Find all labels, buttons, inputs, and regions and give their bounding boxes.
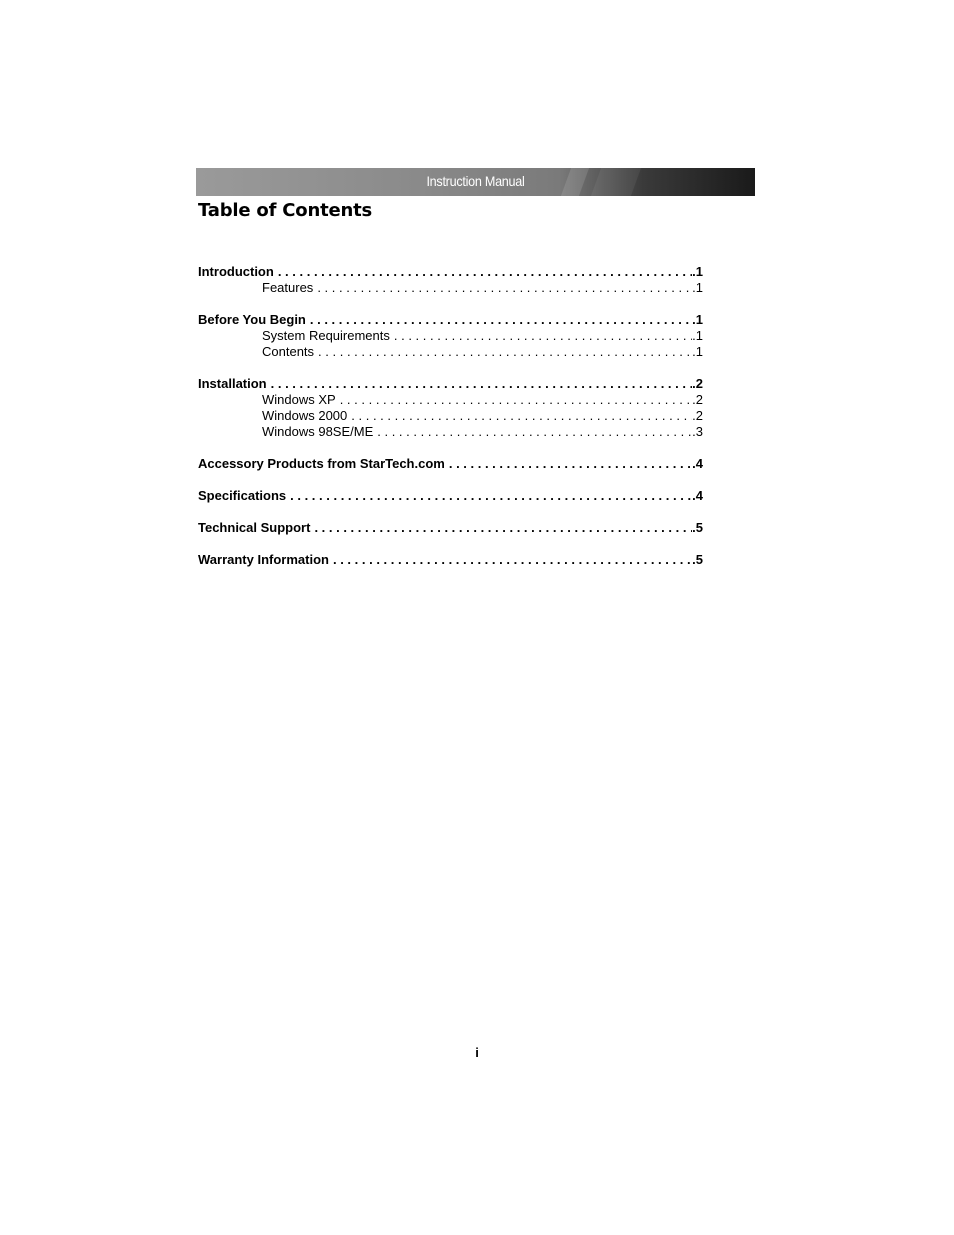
toc-subentry-label: Features [262, 280, 314, 295]
toc-subentry-page: .3 [692, 424, 703, 439]
toc-subentry-page: .2 [692, 392, 703, 407]
toc-subentry-label: Windows 98SE/ME [262, 424, 374, 439]
toc-entry-page: .4 [692, 488, 703, 503]
table-of-contents [198, 264, 703, 584]
toc-subentry[interactable] [198, 280, 703, 296]
toc-entry-page: .5 [692, 552, 703, 567]
toc-leader-dots [314, 344, 692, 360]
toc-entry[interactable] [198, 312, 703, 328]
toc-subentry[interactable] [198, 392, 703, 408]
toc-leader-dots [306, 312, 692, 328]
toc-leader-dots [313, 280, 692, 296]
toc-subentry-label: System Requirements [262, 328, 390, 343]
toc-entry-page: .2 [692, 376, 703, 391]
toc-entry-label: Before You Begin [198, 312, 306, 327]
toc-subentry[interactable] [198, 424, 703, 440]
toc-entry[interactable] [198, 376, 703, 392]
toc-section-installation [198, 376, 703, 440]
toc-entry-label: Warranty Information [198, 552, 329, 567]
toc-entry-page: .1 [692, 264, 703, 279]
toc-subentry-page: .1 [692, 280, 703, 295]
toc-subentry-label: Windows 2000 [262, 408, 348, 423]
toc-section-before-you-begin [198, 312, 703, 360]
toc-leader-dots [390, 328, 692, 344]
toc-leader-dots [336, 392, 692, 408]
toc-subentry[interactable] [198, 344, 703, 360]
toc-entry-label: Accessory Products from StarTech.com [198, 456, 445, 471]
toc-entry[interactable] [198, 520, 703, 536]
toc-entry-label: Technical Support [198, 520, 311, 535]
toc-entry-page: .5 [692, 520, 703, 535]
toc-leader-dots [274, 264, 692, 280]
toc-leader-dots [267, 376, 693, 392]
toc-section-technical-support [198, 520, 703, 536]
toc-entry-label: Specifications [198, 488, 287, 503]
toc-subentry[interactable] [198, 328, 703, 344]
toc-entry[interactable] [198, 552, 703, 568]
toc-leader-dots [373, 424, 692, 440]
toc-entry[interactable] [198, 488, 703, 504]
page-number: i [475, 1045, 479, 1060]
toc-subentry-label: Contents [262, 344, 315, 359]
toc-entry-page: .4 [692, 456, 703, 471]
toc-subentry-page: .2 [692, 408, 703, 423]
toc-leader-dots [329, 552, 692, 568]
toc-entry[interactable] [198, 456, 703, 472]
toc-section-accessory-products [198, 456, 703, 472]
toc-entry-label: Introduction [198, 264, 274, 279]
toc-subentry[interactable] [198, 408, 703, 424]
toc-section-introduction [198, 264, 703, 296]
toc-subentry-page: .1 [692, 328, 703, 343]
toc-subentry-page: .1 [692, 344, 703, 359]
toc-section-specifications [198, 488, 703, 504]
toc-leader-dots [310, 520, 692, 536]
toc-leader-dots [445, 456, 692, 472]
page-title: Table of Contents [198, 200, 373, 221]
toc-entry-page: .1 [692, 312, 703, 327]
toc-entry[interactable] [198, 264, 703, 280]
header-title: Instruction Manual [426, 173, 525, 189]
toc-entry-label: Installation [198, 376, 267, 391]
toc-section-warranty-information [198, 552, 703, 568]
toc-subentry-label: Windows XP [262, 392, 336, 407]
header-banner [196, 168, 755, 196]
toc-leader-dots [286, 488, 692, 504]
toc-leader-dots [347, 408, 692, 424]
